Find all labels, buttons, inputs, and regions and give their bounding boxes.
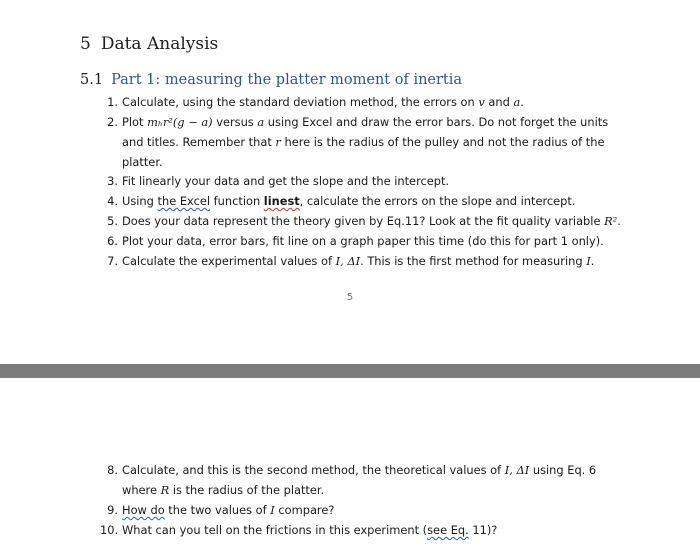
section-number: 5 xyxy=(80,34,91,54)
spellcheck-underline: see Eq. xyxy=(427,523,469,537)
item-number: 7. xyxy=(107,254,118,268)
item-number: 1. xyxy=(107,95,118,109)
item-number: 4. xyxy=(107,194,118,208)
item-number: 5. xyxy=(107,214,118,228)
item-number: 8. xyxy=(107,463,118,477)
subsection-title: Part 1: measuring the platter moment of inertia xyxy=(111,72,463,88)
list-item: 8. Calculate, and this is the second method, the theoretical values of I, ΔI using Eq. 6 where R is the radius of the platter. xyxy=(100,460,620,500)
item-number: 6. xyxy=(107,234,118,248)
subsection-heading xyxy=(80,72,462,88)
subsection-number: 5.1 xyxy=(80,72,104,88)
section-title: Data Analysis xyxy=(100,34,219,54)
item-number: 9. xyxy=(107,503,118,517)
spellcheck-underline: the Excel xyxy=(157,194,211,208)
item-number: 2. xyxy=(107,115,118,129)
linest-keyword: linest xyxy=(263,194,300,208)
page-number: 5 xyxy=(346,292,354,303)
spellcheck-underline: How do xyxy=(122,503,165,517)
item-number: 3. xyxy=(107,174,118,188)
list-item: 2. Plot mₕr²(g − a) versus a using Excel and draw the error bars. Do not forget the units and titles. Remember that r here is the radius of the pulley and not the radius of the platter. xyxy=(100,112,620,172)
item-number: 10. xyxy=(100,523,119,537)
page-break-gap xyxy=(0,364,700,378)
section-heading xyxy=(80,34,218,54)
